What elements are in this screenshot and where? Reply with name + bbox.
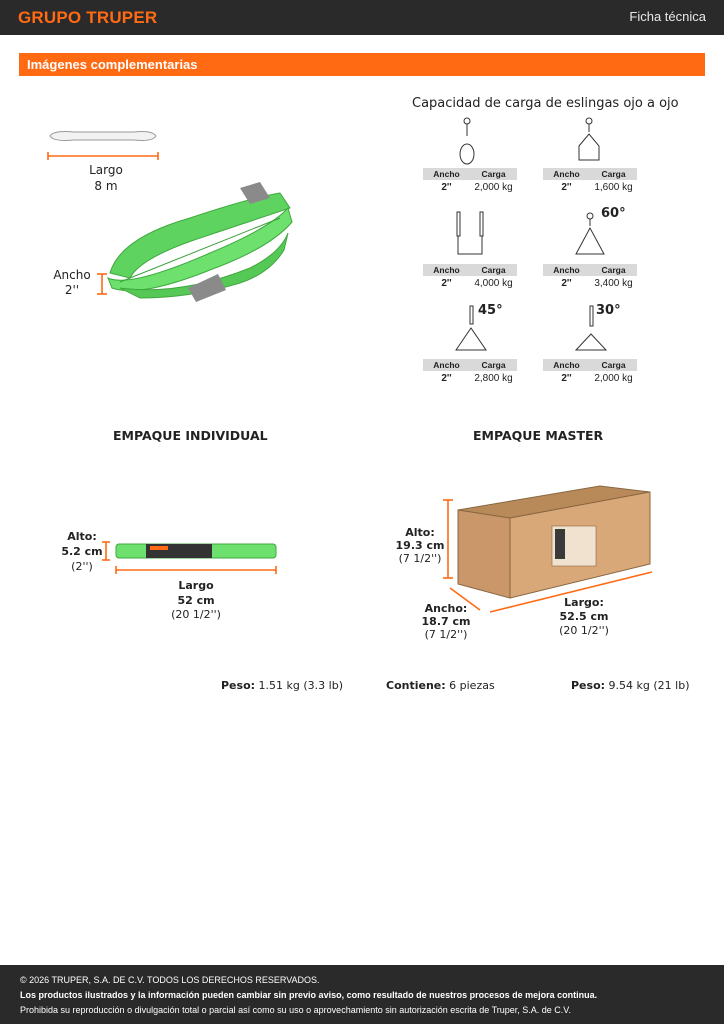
length-value: 8 m bbox=[94, 179, 118, 193]
col-load: Carga bbox=[601, 265, 626, 275]
config-30-icon bbox=[572, 304, 612, 356]
load-cell: 4,000 kg bbox=[474, 278, 513, 289]
master-largo-label: Largo: bbox=[564, 596, 604, 609]
load-cell: 3,400 kg bbox=[594, 278, 633, 289]
individual-weight-label: Peso: bbox=[221, 679, 256, 692]
individual-largo-in: (20 1/2'') bbox=[171, 608, 221, 621]
config-vertical-basket-icon bbox=[450, 210, 490, 262]
master-largo-in: (20 1/2'') bbox=[559, 624, 609, 637]
load-cell: Carga bbox=[481, 265, 506, 275]
individual-largo-cm: 52 cm bbox=[177, 594, 215, 607]
footer-prohibition: Prohibida su reproducción o divulgación total o parcial así como su uso o aprovechamiento sin autorización escrita de Truper, S.A. de C.V. bbox=[20, 1005, 571, 1015]
master-alto-cm: 19.3 cm bbox=[395, 539, 445, 552]
master-box-image bbox=[440, 480, 664, 616]
master-weight-value: 9.54 kg (21 lb) bbox=[608, 679, 690, 692]
footer bbox=[0, 965, 724, 1024]
top-bar bbox=[0, 0, 724, 35]
individual-weight bbox=[221, 679, 343, 692]
section-header bbox=[19, 53, 705, 76]
length-label: Largo bbox=[89, 163, 123, 177]
config-45-icon bbox=[452, 304, 492, 356]
master-ancho-cm: 18.7 cm bbox=[421, 615, 471, 628]
individual-alto-label: Alto: bbox=[67, 530, 97, 543]
col-width: Ancho bbox=[433, 360, 460, 370]
master-contents bbox=[386, 679, 495, 692]
brand-logo: GRUPO TRUPER bbox=[18, 8, 158, 27]
individual-package-image bbox=[110, 538, 282, 578]
col-load: Carga bbox=[601, 169, 626, 179]
individual-alto-cm: 5.2 cm bbox=[61, 545, 103, 558]
load-cell: 2,000 kg bbox=[594, 373, 633, 384]
individual-largo-label: Largo bbox=[178, 579, 214, 592]
load-cell: 2,000 kg bbox=[474, 182, 513, 193]
col-width: Ancho bbox=[433, 169, 460, 179]
col-width: Ancho bbox=[553, 265, 580, 275]
load-cell: 2,800 kg bbox=[474, 373, 513, 384]
sling-length-diagram bbox=[44, 128, 164, 164]
capacity-table-1 bbox=[423, 168, 517, 196]
load-cell: 1,600 kg bbox=[594, 182, 633, 193]
footer-notice: Los productos ilustrados y la información pueden cambiar sin previo aviso, como resultado de nuestros procesos de mejora continua. bbox=[20, 990, 598, 1000]
capacity-table-6 bbox=[543, 359, 637, 387]
col-load: Carga bbox=[481, 360, 506, 370]
width-cell: 2'' bbox=[441, 182, 452, 193]
width-dimension-marker bbox=[94, 272, 110, 298]
col-load: Carga bbox=[601, 360, 626, 370]
master-weight bbox=[571, 679, 689, 692]
master-contents-value: 6 piezas bbox=[449, 679, 495, 692]
angle-45: 45° bbox=[478, 303, 503, 318]
width-cell: 2'' bbox=[561, 182, 572, 193]
master-alto-in: (7 1/2'') bbox=[398, 552, 442, 565]
master-ancho-in: (7 1/2'') bbox=[424, 628, 468, 641]
width-label: Ancho bbox=[53, 268, 91, 282]
config-basket-icon bbox=[575, 116, 603, 166]
section-title: Imágenes complementarias bbox=[27, 57, 198, 72]
individual-alto-in: (2'') bbox=[71, 560, 93, 573]
width-cell: 2'' bbox=[561, 373, 572, 384]
master-contents-label: Contiene: bbox=[386, 679, 446, 692]
width-cell: 2'' bbox=[561, 278, 572, 289]
capacity-table-3 bbox=[423, 264, 517, 292]
master-heading: EMPAQUE MASTER bbox=[473, 428, 604, 443]
config-vertical-icon bbox=[455, 116, 479, 168]
master-weight-label: Peso: bbox=[571, 679, 606, 692]
angle-30: 30° bbox=[596, 303, 621, 318]
width-cell: 2'' bbox=[441, 278, 452, 289]
col-width: Ancho bbox=[433, 265, 460, 275]
config-60-icon bbox=[570, 210, 610, 262]
document-type: Ficha técnica bbox=[629, 9, 706, 24]
width-value: 2'' bbox=[64, 283, 80, 297]
capacity-table-4 bbox=[543, 264, 637, 292]
individual-heading: EMPAQUE INDIVIDUAL bbox=[113, 428, 268, 443]
capacity-title: Capacidad de carga de eslingas ojo a ojo bbox=[412, 96, 679, 111]
master-ancho-label: Ancho: bbox=[424, 602, 468, 615]
capacity-table-2 bbox=[543, 168, 637, 196]
master-largo-cm: 52.5 cm bbox=[559, 610, 609, 623]
col-width: Ancho bbox=[553, 169, 580, 179]
angle-60: 60° bbox=[601, 206, 626, 221]
capacity-table-5 bbox=[423, 359, 517, 387]
master-alto-label: Alto: bbox=[405, 526, 435, 539]
width-cell: 2'' bbox=[441, 373, 452, 384]
col-width: Ancho bbox=[553, 360, 580, 370]
col-load: Carga bbox=[481, 169, 506, 179]
individual-weight-value: 1.51 kg (3.3 lb) bbox=[258, 679, 343, 692]
green-sling-image bbox=[100, 178, 300, 318]
footer-copyright: © 2026 TRUPER, S.A. DE C.V. TODOS LOS DERECHOS RESERVADOS. bbox=[20, 975, 320, 985]
